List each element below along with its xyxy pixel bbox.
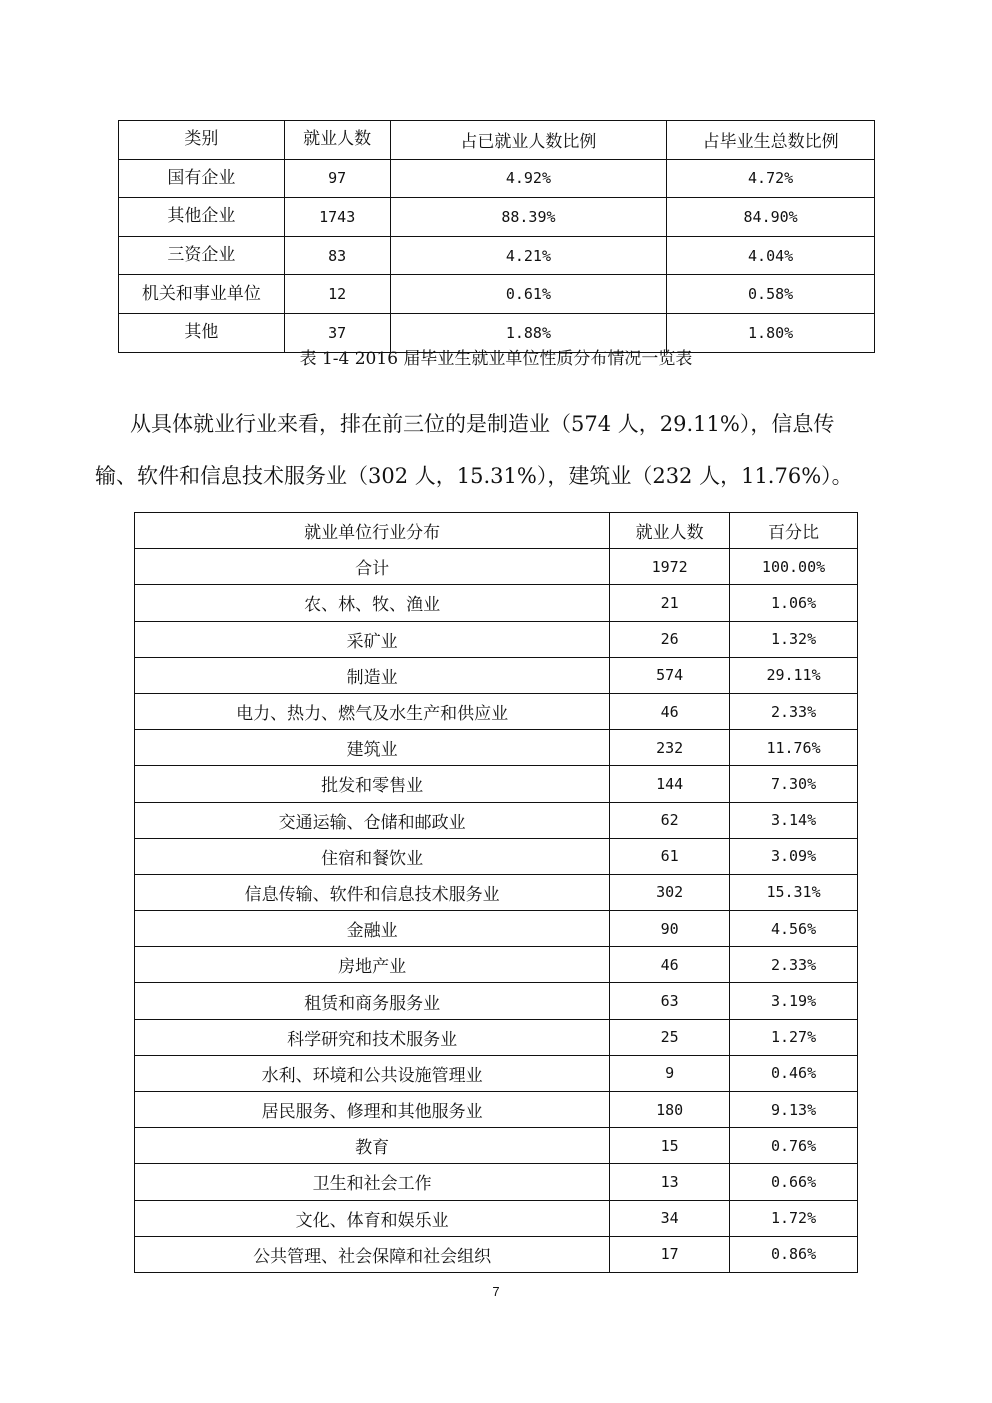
table-row [135, 1236, 858, 1272]
table-row [135, 621, 858, 657]
column-header: 就业人数 [284, 121, 390, 160]
table-cell: 37 [284, 313, 390, 352]
table-cell: 农、林、牧、渔业 [135, 585, 610, 621]
table-cell: 制造业 [135, 657, 610, 693]
table-row [135, 983, 858, 1019]
table-cell: 63 [610, 983, 730, 1019]
table-cell: 9.13% [730, 1092, 858, 1128]
table-cell: 0.76% [730, 1128, 858, 1164]
paragraph-line: 从具体就业行业来看，排在前三位的是制造业（574 人，29.11%），信息传 [130, 412, 835, 436]
table-cell: 公共管理、社会保障和社会组织 [135, 1236, 610, 1272]
column-header: 就业单位行业分布 [135, 513, 610, 549]
table-cell: 0.66% [730, 1164, 858, 1200]
table-cell: 4.92% [390, 159, 667, 198]
table-cell: 水利、环境和公共设施管理业 [135, 1055, 610, 1091]
table-row [135, 549, 858, 585]
column-header: 百分比 [730, 513, 858, 549]
table-row [135, 874, 858, 910]
table-row [135, 802, 858, 838]
table-cell: 7.30% [730, 766, 858, 802]
table-cell: 4.72% [667, 159, 875, 198]
table-cell: 83 [284, 236, 390, 275]
industry-distribution-table [134, 512, 858, 1273]
table-cell: 84.90% [667, 198, 875, 237]
table-row [135, 1055, 858, 1091]
table-cell: 46 [610, 947, 730, 983]
table-cell: 1.72% [730, 1200, 858, 1236]
table-cell: 4.21% [390, 236, 667, 275]
column-header: 占毕业生总数比例 [667, 121, 875, 160]
table-cell: 0.46% [730, 1055, 858, 1091]
table-cell: 46 [610, 693, 730, 729]
table-cell: 180 [610, 1092, 730, 1128]
table-cell: 1.80% [667, 313, 875, 352]
table-cell: 2.33% [730, 947, 858, 983]
table-cell: 17 [610, 1236, 730, 1272]
table-row [135, 1200, 858, 1236]
table-cell: 其他 [119, 313, 285, 352]
table-row [135, 693, 858, 729]
table-cell: 3.14% [730, 802, 858, 838]
table-cell: 26 [610, 621, 730, 657]
column-header: 就业人数 [610, 513, 730, 549]
table-cell: 9 [610, 1055, 730, 1091]
table-row [135, 730, 858, 766]
table-cell: 574 [610, 657, 730, 693]
table-row [119, 275, 875, 314]
column-header: 占已就业人数比例 [390, 121, 667, 160]
table-cell: 1.32% [730, 621, 858, 657]
table-cell: 合计 [135, 549, 610, 585]
table-cell: 3.09% [730, 838, 858, 874]
table-cell: 15 [610, 1128, 730, 1164]
table-row [135, 1164, 858, 1200]
table-cell: 房地产业 [135, 947, 610, 983]
table-cell: 教育 [135, 1128, 610, 1164]
table-cell: 批发和零售业 [135, 766, 610, 802]
table-row [119, 198, 875, 237]
table-cell: 其他企业 [119, 198, 285, 237]
table-cell: 0.61% [390, 275, 667, 314]
table-cell: 电力、热力、燃气及水生产和供应业 [135, 693, 610, 729]
table-cell: 29.11% [730, 657, 858, 693]
table-cell: 信息传输、软件和信息技术服务业 [135, 874, 610, 910]
table-cell: 采矿业 [135, 621, 610, 657]
table-cell: 232 [610, 730, 730, 766]
table-row [135, 947, 858, 983]
table-cell: 90 [610, 911, 730, 947]
table-cell: 13 [610, 1164, 730, 1200]
table-cell: 租赁和商务服务业 [135, 983, 610, 1019]
table-cell: 卫生和社会工作 [135, 1164, 610, 1200]
table-cell: 2.33% [730, 693, 858, 729]
table-cell: 12 [284, 275, 390, 314]
table-cell: 100.00% [730, 549, 858, 585]
table-cell: 4.56% [730, 911, 858, 947]
table-row [135, 766, 858, 802]
table-cell: 62 [610, 802, 730, 838]
table-cell: 25 [610, 1019, 730, 1055]
table-cell: 88.39% [390, 198, 667, 237]
table-cell: 1743 [284, 198, 390, 237]
table-cell: 1.27% [730, 1019, 858, 1055]
table-row [135, 911, 858, 947]
table-cell: 4.04% [667, 236, 875, 275]
table-cell: 金融业 [135, 911, 610, 947]
table-cell: 0.58% [667, 275, 875, 314]
table-cell: 文化、体育和娱乐业 [135, 1200, 610, 1236]
table-row [135, 1019, 858, 1055]
table-row [135, 1092, 858, 1128]
table-cell: 建筑业 [135, 730, 610, 766]
page-number: 7 [492, 1284, 500, 1299]
table-cell: 1972 [610, 549, 730, 585]
table-row [135, 657, 858, 693]
table-row [119, 236, 875, 275]
column-header: 类别 [119, 121, 285, 160]
table-cell: 144 [610, 766, 730, 802]
table-cell: 0.86% [730, 1236, 858, 1272]
table-cell: 3.19% [730, 983, 858, 1019]
table-cell: 302 [610, 874, 730, 910]
table-cell: 15.31% [730, 874, 858, 910]
table-cell: 交通运输、仓储和邮政业 [135, 802, 610, 838]
table-caption: 表 1-4 2016 届毕业生就业单位性质分布情况一览表 [299, 349, 693, 369]
unit-nature-table [118, 120, 875, 353]
table-cell: 1.06% [730, 585, 858, 621]
table-cell: 11.76% [730, 730, 858, 766]
table-row [135, 1128, 858, 1164]
table-cell: 居民服务、修理和其他服务业 [135, 1092, 610, 1128]
table-cell: 61 [610, 838, 730, 874]
table-cell: 34 [610, 1200, 730, 1236]
table-row [135, 585, 858, 621]
paragraph-line: 输、软件和信息技术服务业（302 人，15.31%），建筑业（232 人，11.76%）。 [95, 464, 853, 488]
table-row [119, 159, 875, 198]
table-cell: 1.88% [390, 313, 667, 352]
table-cell: 科学研究和技术服务业 [135, 1019, 610, 1055]
table-cell: 21 [610, 585, 730, 621]
table-cell: 国有企业 [119, 159, 285, 198]
table-cell: 97 [284, 159, 390, 198]
table-cell: 住宿和餐饮业 [135, 838, 610, 874]
table-header-row [119, 121, 875, 160]
table-row [135, 838, 858, 874]
table-cell: 机关和事业单位 [119, 275, 285, 314]
table-header-row [135, 513, 858, 549]
table-cell: 三资企业 [119, 236, 285, 275]
